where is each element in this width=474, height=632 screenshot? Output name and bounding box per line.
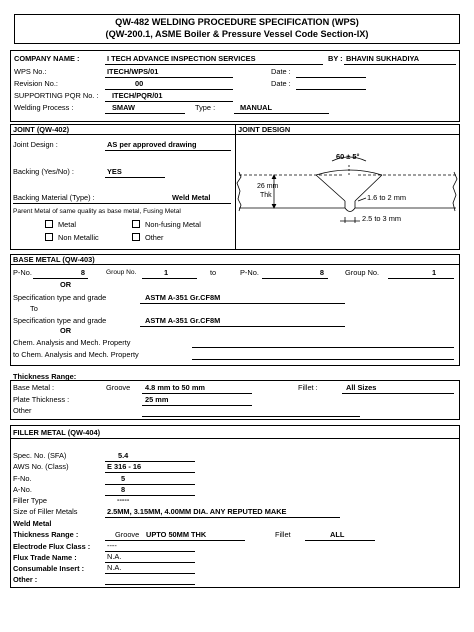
backing-label: Backing (Yes/No) :: [13, 167, 74, 176]
filler-header-line: [10, 438, 460, 439]
filler-fillet-label: Fillet: [275, 530, 291, 539]
flux-trade-label: Flux Trade Name :: [13, 553, 77, 562]
aws-value[interactable]: E 316 - 16: [107, 462, 142, 471]
pno2-label: P-No.: [240, 268, 259, 277]
spec-label: Specification type and grade: [13, 293, 107, 302]
filler-metal-section-title: FILLER METAL (QW-404): [13, 428, 101, 437]
pqr-underline: [105, 101, 233, 102]
chem-underline: [192, 347, 454, 348]
groove-underline: [142, 393, 252, 394]
or-label-2: OR: [60, 326, 72, 335]
filler-groove-underline: [105, 540, 245, 541]
page-title: QW-482 WELDING PROCEDURE SPECIFICATION (WPS): [115, 17, 359, 27]
ano-label: A-No.: [13, 485, 32, 494]
root-face-label: 1.6 to 2 mm: [367, 193, 407, 202]
non-fusing-metal-checkbox[interactable]: [132, 220, 140, 228]
other-option-label: Other: [145, 233, 164, 242]
backing-material-label: Backing Material (Type) :: [13, 193, 95, 202]
spec2-label: Specification type and grade: [13, 316, 107, 325]
or-label-1: OR: [60, 280, 72, 289]
flux-class-value[interactable]: ----: [107, 541, 117, 550]
pno-underline: [33, 278, 88, 279]
filler-groove-value[interactable]: UPTO 50MM THK: [146, 530, 207, 539]
date-underline-2: [296, 89, 366, 90]
filler-other-label: Other :: [13, 575, 38, 584]
fillet-value[interactable]: All Sizes: [346, 383, 377, 392]
flux-trade-value[interactable]: N.A.: [107, 552, 122, 561]
chem-label: Chem. Analysis and Mech. Property: [13, 338, 131, 347]
consumable-value[interactable]: N.A.: [107, 563, 122, 572]
thickness-range-label: Thickness Range:: [13, 372, 77, 381]
fno-underline: [105, 484, 195, 485]
weld-metal-label: Weld Metal: [13, 519, 52, 528]
consumable-underline: [105, 573, 195, 574]
type-value[interactable]: MANUAL: [240, 103, 273, 112]
spec2-value[interactable]: ASTM A-351 Gr.CF8M: [145, 316, 221, 325]
backing-material-underline: [13, 203, 231, 204]
groove-label: Groove: [106, 383, 131, 392]
thickness-label-bottom: Thk: [260, 192, 272, 199]
filler-size-value[interactable]: 2.5MM, 3.15MM, 4.00MM DIA. ANY REPUTED MAKE: [107, 507, 287, 516]
metal-option-label: Metal: [58, 220, 77, 229]
process-underline: [105, 113, 185, 114]
revision-underline: [105, 89, 233, 90]
filler-fillet-value[interactable]: ALL: [330, 530, 345, 539]
fillet-label: Fillet :: [298, 383, 318, 392]
sfa-value[interactable]: 5.4: [118, 451, 129, 460]
process-value[interactable]: SMAW: [112, 103, 135, 112]
revision-label: Revision No.:: [14, 79, 58, 88]
filler-size-underline: [105, 517, 340, 518]
group-value[interactable]: 1: [163, 268, 169, 277]
root-gap-label: 2.5 to 3 mm: [362, 214, 402, 223]
revision-value[interactable]: 00: [135, 79, 144, 88]
company-underline: [105, 64, 323, 65]
to-label-2: To: [30, 304, 38, 313]
backing-value[interactable]: YES: [107, 167, 122, 176]
other-thickness-label: Other: [13, 406, 32, 415]
thickness-label-top: 26 mm: [257, 183, 279, 190]
base-metal-section-title: BASE METAL (QW-403): [13, 255, 95, 264]
plate-thickness-value[interactable]: 25 mm: [145, 395, 169, 404]
backing-underline: [105, 177, 165, 178]
pno2-underline: [262, 278, 328, 279]
pno2-value[interactable]: 8: [319, 268, 324, 277]
joint-design-drawing: [236, 135, 459, 249]
filler-groove-label: Groove: [115, 530, 140, 539]
type-underline: [234, 113, 329, 114]
flux-class-label: Electrode Flux Class :: [13, 542, 91, 551]
chem-to-label: to Chem. Analysis and Mech. Property: [13, 350, 139, 359]
base-metal-header-line: [10, 264, 460, 265]
fno-value[interactable]: 5: [121, 474, 126, 483]
wps-label: WPS No.:: [14, 67, 47, 76]
chem-to-underline: [192, 359, 454, 360]
aws-underline: [105, 472, 195, 473]
pqr-label: SUPPORTING PQR No. :: [14, 91, 99, 100]
base-thickness-label: Base Metal :: [13, 383, 55, 392]
wps-value[interactable]: ITECH/WPS/01: [107, 67, 159, 76]
joint-design-label: Joint Design :: [13, 140, 58, 149]
company-value[interactable]: I TECH ADVANCE INSPECTION SERVICES: [107, 54, 256, 63]
joint-design-title: JOINT DESIGN: [238, 125, 291, 134]
date-label-2: Date :: [271, 79, 291, 88]
other-thickness-underline: [142, 416, 360, 417]
pno-value[interactable]: 8: [80, 268, 85, 277]
filler-type-label: Filler Type: [13, 496, 47, 505]
by-label: BY :: [328, 54, 343, 63]
group2-underline: [388, 278, 454, 279]
to-label: to: [210, 268, 217, 277]
fno-label: F-No.: [13, 474, 32, 483]
non-fusing-metal-option-label: Non-fusing Metal: [145, 220, 201, 229]
company-label: COMPANY NAME :: [14, 54, 80, 63]
pno-label: P-No.: [13, 268, 32, 277]
filler-other-underline: [105, 584, 195, 585]
non-metallic-option-label: Non Metallic: [58, 233, 99, 242]
by-value[interactable]: BHAVIN SUKHADIYA: [346, 54, 420, 63]
thickness-box: [10, 380, 460, 420]
parent-metal-note: Parent Metal of same quality as base metal, Fusing Metal: [13, 208, 181, 215]
pqr-value[interactable]: ITECH/PQR/01: [112, 91, 163, 100]
filler-type-value[interactable]: -----: [117, 495, 130, 504]
fillet-underline: [342, 393, 454, 394]
group-label: Group No.: [106, 269, 137, 276]
plate-thickness-underline: [142, 405, 252, 406]
group2-value[interactable]: 1: [431, 268, 437, 277]
non-metallic-checkbox[interactable]: [45, 233, 53, 241]
other-checkbox[interactable]: [132, 233, 140, 241]
groove-value[interactable]: 4.8 mm to 50 mm: [145, 383, 205, 392]
aws-label: AWS No. (Class): [13, 462, 69, 471]
joint-section-title: JOINT (QW-402): [13, 125, 70, 134]
group-underline: [142, 278, 197, 279]
spec2-underline: [140, 326, 345, 327]
page-subtitle: (QW-200.1, ASME Boiler & Pressure Vessel Code Section-IX): [105, 29, 369, 39]
filler-size-label: Size of Filler Metals: [13, 507, 78, 516]
joint-design-underline: [105, 150, 231, 151]
by-underline: [344, 64, 456, 65]
spec-value[interactable]: ASTM A-351 Gr.CF8M: [145, 293, 221, 302]
date-underline-1: [296, 77, 366, 78]
backing-material-value[interactable]: Weld Metal: [172, 193, 211, 202]
type-label: Type :: [195, 103, 216, 112]
sfa-label: Spec. No. (SFA): [13, 451, 67, 460]
angle-label: 60 ± 5°: [336, 152, 360, 161]
plate-thickness-label: Plate Thickness :: [13, 395, 70, 404]
wps-underline: [105, 77, 233, 78]
process-label: Welding Process :: [14, 103, 74, 112]
spec-underline: [140, 303, 345, 304]
thk-range-label: Thickness Range :: [13, 530, 79, 539]
ano-value[interactable]: 8: [121, 485, 126, 494]
consumable-label: Consumable Insert :: [13, 564, 85, 573]
date-label-1: Date :: [271, 67, 291, 76]
group2-label: Group No.: [345, 268, 380, 277]
metal-checkbox[interactable]: [45, 220, 53, 228]
filler-fillet-underline: [305, 540, 375, 541]
joint-design-value[interactable]: AS per approved drawing: [107, 140, 197, 149]
